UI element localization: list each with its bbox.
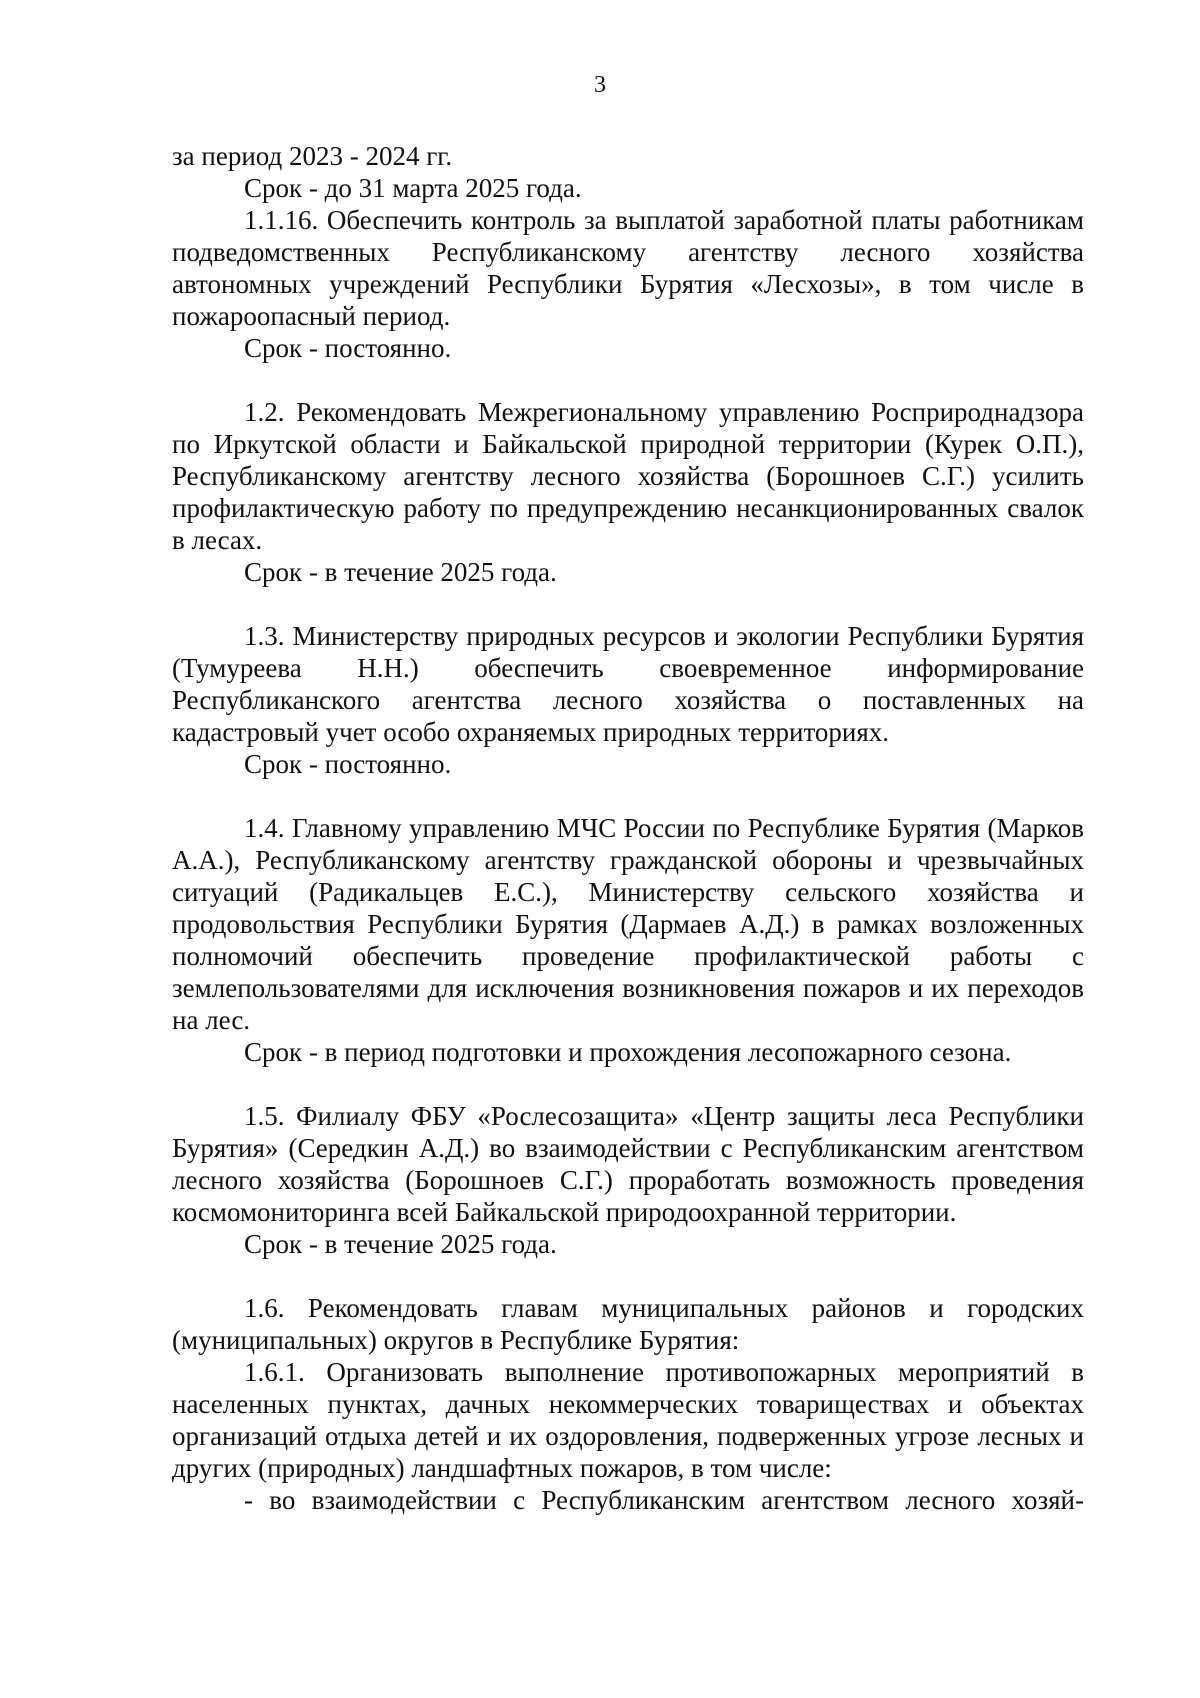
- paragraph-term-1-5: Срок - в течение 2025 года.: [244, 1229, 557, 1259]
- paragraph-term-1-1-16: Срок - постоянно.: [244, 333, 452, 363]
- paragraph-term-1-4: Срок - в период подготовки и прохождения лесопожарного сезона.: [244, 1037, 1012, 1067]
- paragraph-term-1-2: Срок - в течение 2025 года.: [244, 557, 557, 587]
- document-body: [172, 140, 1084, 1516]
- paragraph-term-1-3: Срок - постоянно.: [244, 749, 452, 779]
- paragraph-term-1-1-15: Срок - до 31 марта 2025 года.: [244, 173, 582, 203]
- paragraph-item-1-4: 1.4. Главному управлению МЧС России по Республике Бурятия (Марков А.А.), Республиканскому агентству гражданской обороны и чрезвычайных ситуаций (Радикальцев Е.С.), Министерству сельского хозяйства и продовольствия Республики Бурятия (Дармаев А.Д.) в рамках возложенных полномочий обеспечить проведение профилактической работы с землепользователями для исключения возникновения пожаров и их переходов на лес.: [172, 813, 1084, 1035]
- paragraph-cont-period: за период 2023 - 2024 гг.: [172, 141, 453, 171]
- paragraph-item-1-5: 1.5. Филиалу ФБУ «Рослесозащита» «Центр защиты леса Республики Бурятия» (Середкин А.Д.) во взаимодействии с Республиканским агентством лесного хозяйства (Борошноев С.Г.) проработать возможность проведения космомониторинга всей Байкальской природоохранной территории.: [172, 1101, 1084, 1227]
- paragraph-item-1-3: 1.3. Министерству природных ресурсов и экологии Республики Бурятия (Тумуреева Н.Н.) обеспечить своевременное информирование Республиканского агентства лесного хозяйства о поставленных на кадастровый учет особо охраняемых природных территориях.: [172, 621, 1084, 747]
- paragraph-item-1-6-1-a: - во взаимодействии с Республиканским агентством лесного хозяй-: [244, 1485, 1084, 1515]
- paragraph-item-1-6-1: 1.6.1. Организовать выполнение противопожарных мероприятий в населенных пунктах, дачных некоммерческих товариществах и объектах организаций отдыха детей и их оздоровления, подверженных угрозе лесных и других (природных) ландшафтных пожаров, в том числе:: [172, 1357, 1084, 1483]
- page-number: 3: [594, 72, 606, 98]
- paragraph-item-1-1-16: 1.1.16. Обеспечить контроль за выплатой заработной платы работникам подведомственных Республиканскому агентству лесного хозяйства автономных учреждений Республики Бурятия «Лесхозы», в том числе в пожароопасный период.: [172, 205, 1084, 331]
- paragraph-item-1-6: 1.6. Рекомендовать главам муниципальных районов и городских (муниципальных) округов в Республике Бурятия:: [172, 1293, 1084, 1355]
- paragraph-item-1-2: 1.2. Рекомендовать Межрегиональному управлению Росприроднадзора по Иркутской области и Байкальской природной территории (Курек О.П.), Республиканскому агентству лесного хозяйства (Борошноев С.Г.) усилить профилактическую работу по предупреждению несанкционированных свалок в лесах.: [172, 397, 1084, 555]
